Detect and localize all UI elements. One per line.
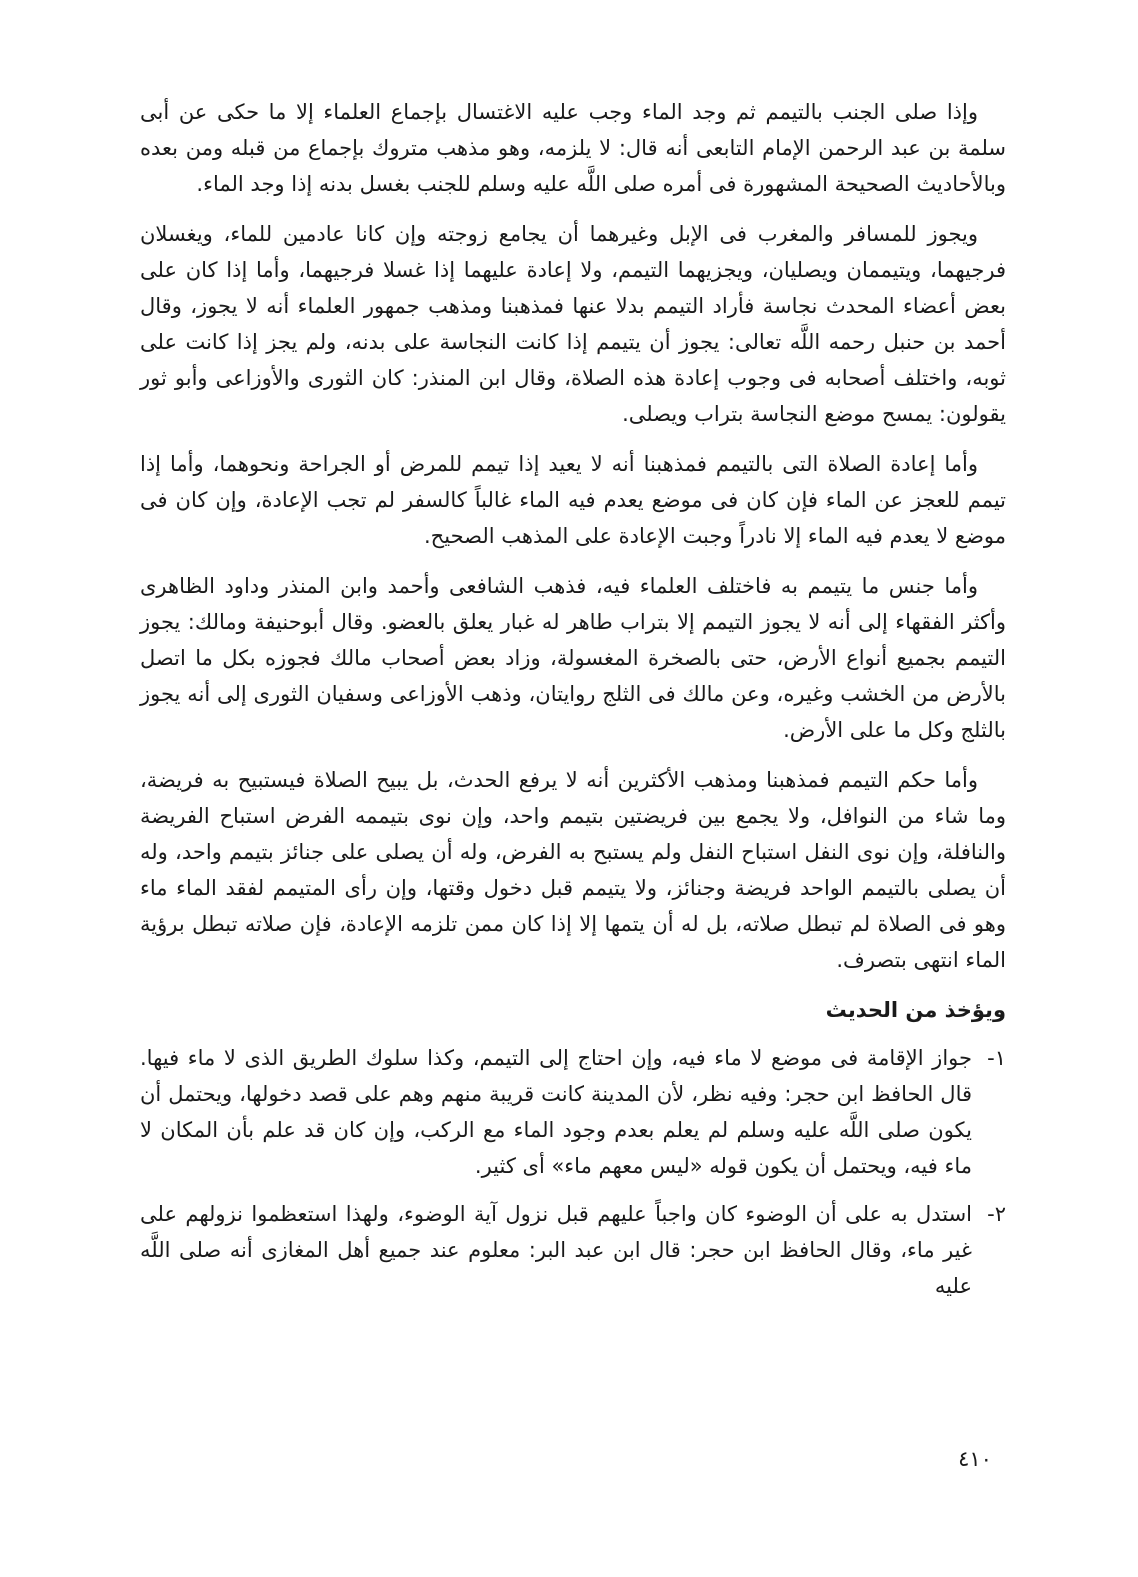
paragraph-2: ويجوز للمسافر والمغرب فى الإبل وغيرهما أن يجامع زوجته وإن كانا عادمين للماء، ويغسلان فرجيهما، ويتيممان ويصليان، ويجزيهما التيمم، ولا إعادة عليهما إذا غسلا فرجيهما، وأما إذا كان على بعض أعضاء المحدث نجاسة فأراد التيمم بدلا عنها فمذهبنا ومذهب جمهور العلماء أنه لا يجوز، وقال أحمد بن حنبل رحمه اللَّه تعالى: يجوز أن يتيمم إذا كانت النجاسة على بدنه، ولم يجز إذا كانت على ثوبه، واختلف أصحابه فى وجوب إعادة هذه الصلاة، وقال ابن المنذر: كان الثورى والأوزاعى وأبو ثور يقولون: يمسح موضع النجاسة بتراب ويصلى.	[140, 222, 1006, 426]
list-item-text: جواز الإقامة فى موضع لا ماء فيه، وإن احتاج إلى التيمم، وكذا سلوك الطريق الذى لا ماء فيها. قال الحافظ ابن حجر: وفيه نظر، لأن المدينة كانت قريبة منهم وهم على قصد دخولها، ويحتمل أن يكون صلى اللَّه عليه وسلم لم يعلم بعدم وجود الماء مع الركب، وإن كان قد علم بأن المكان لا ماء فيه، ويحتمل أن يكون قوله «ليس معهم ماء» أى كثير.	[140, 1046, 972, 1178]
list-item-number: ١-	[987, 1046, 1006, 1070]
paragraph-5: وأما حكم التيمم فمذهبنا ومذهب الأكثرين أنه لا يرفع الحدث، بل يبيح الصلاة فيستبيح به فريضة، وما شاء من النوافل، ولا يجمع بين فريضتين بتيمم واحد، وإن نوى بتيممه الفرض استباح الفريضة والنافلة، وإن نوى النفل استباح النفل ولم يستبح به الفرض، وله أن يصلى على جنائز بتيمم واحد، وله أن يصلى بالتيمم الواحد فريضة وجنائز، ولا يتيمم قبل دخول وقتها، وإن رأى المتيمم لفقد الماء ماء وهو فى الصلاة لم تبطل صلاته، بل له أن يتمها إلا إذا كان ممن تلزمه الإعادة، فإن صلاته تبطل برؤية الماء انتهى بتصرف.	[140, 768, 1006, 972]
paragraph-1: وإذا صلى الجنب بالتيمم ثم وجد الماء وجب عليه الاغتسال بإجماع العلماء إلا ما حكى عن أبى سلمة بن عبد الرحمن الإمام التابعى أنه قال: لا يلزمه، وهو مذهب متروك بإجماع من قبله ومن بعده وبالأحاديث الصحيحة المشهورة فى أمره صلى اللَّه عليه وسلم للجنب بغسل بدنه إذا وجد الماء.	[140, 100, 1006, 196]
list-item	[140, 1196, 1006, 1304]
paragraph-4: وأما جنس ما يتيمم به فاختلف العلماء فيه، فذهب الشافعى وأحمد وابن المنذر وداود الظاهرى وأكثر الفقهاء إلى أنه لا يجوز التيمم إلا بتراب طاهر له غبار يعلق بالعضو. وقال أبوحنيفة ومالك: يجوز التيمم بجميع أنواع الأرض، حتى بالصخرة المغسولة، وزاد بعض أصحاب مالك فجوزه بكل ما اتصل بالأرض من الخشب وغيره، وعن مالك فى الثلج روايتان، وذهب الأوزاعى وسفيان الثورى إلى أنه يجوز بالثلج وكل ما على الأرض.	[140, 574, 1006, 742]
page-body	[140, 94, 1006, 1316]
lessons-list	[140, 1040, 1006, 1304]
list-item	[140, 1040, 1006, 1184]
list-item-number: ٢-	[987, 1202, 1006, 1226]
section-heading: ويؤخذ من الحديث	[825, 998, 1006, 1022]
page-number: ٤١٠	[958, 1447, 992, 1471]
paragraph-3: وأما إعادة الصلاة التى بالتيمم فمذهبنا أنه لا يعيد إذا تيمم للمرض أو الجراحة ونحوهما، وأما إذا تيمم للعجز عن الماء فإن كان فى موضع يعدم فيه الماء غالباً كالسفر لم تجب الإعادة، وإن كان فى موضع لا يعدم فيه الماء إلا نادراً وجبت الإعادة على المذهب الصحيح.	[140, 452, 1006, 548]
list-item-text: استدل به على أن الوضوء كان واجباً عليهم قبل نزول آية الوضوء، ولهذا استعظموا نزولهم على غير ماء، وقال الحافظ ابن حجر: قال ابن عبد البر: معلوم عند جميع أهل المغازى أنه صلى اللَّه عليه	[140, 1202, 972, 1298]
